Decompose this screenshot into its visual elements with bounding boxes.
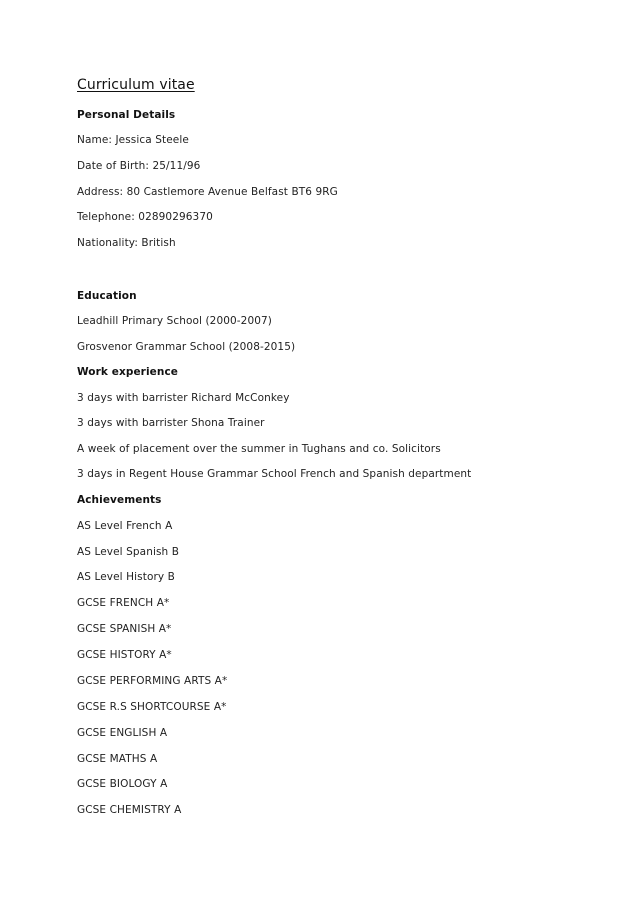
achievement-item: GCSE R.S SHORTCOURSE A*: [77, 701, 227, 713]
work-item: A week of placement over the summer in Tughans and co. Solicitors: [77, 443, 441, 455]
achievement-item: GCSE CHEMISTRY A: [77, 804, 182, 816]
achievement-item: AS Level Spanish B: [77, 546, 180, 558]
achievement-item: GCSE BIOLOGY A: [77, 778, 168, 790]
personal-name: Name: Jessica Steele: [77, 134, 189, 146]
section-heading-personal: Personal Details: [77, 109, 176, 121]
section-heading-work: Work experience: [77, 366, 178, 378]
achievement-item: GCSE ENGLISH A: [77, 727, 168, 739]
achievement-item: AS Level History B: [77, 571, 175, 583]
achievement-item: GCSE HISTORY A*: [77, 649, 172, 661]
section-heading-education: Education: [77, 290, 137, 302]
document-title: Curriculum vitae: [77, 77, 195, 93]
achievement-item: AS Level French A: [77, 520, 173, 532]
personal-address: Address: 80 Castlemore Avenue Belfast BT6 9RG: [77, 186, 338, 198]
work-item: 3 days with barrister Shona Trainer: [77, 417, 265, 429]
achievement-item: GCSE FRENCH A*: [77, 597, 170, 609]
personal-dob: Date of Birth: 25/11/96: [77, 160, 201, 172]
achievement-item: GCSE PERFORMING ARTS A*: [77, 675, 228, 687]
education-item: Leadhill Primary School (2000-2007): [77, 315, 273, 327]
personal-telephone: Telephone: 02890296370: [77, 211, 213, 223]
section-heading-achievements: Achievements: [77, 494, 162, 506]
personal-nationality: Nationality: British: [77, 237, 176, 249]
work-item: 3 days in Regent House Grammar School French and Spanish department: [77, 468, 472, 480]
achievement-item: GCSE MATHS A: [77, 753, 158, 765]
education-item: Grosvenor Grammar School (2008-2015): [77, 341, 296, 353]
work-item: 3 days with barrister Richard McConkey: [77, 392, 290, 404]
achievement-item: GCSE SPANISH A*: [77, 623, 172, 635]
